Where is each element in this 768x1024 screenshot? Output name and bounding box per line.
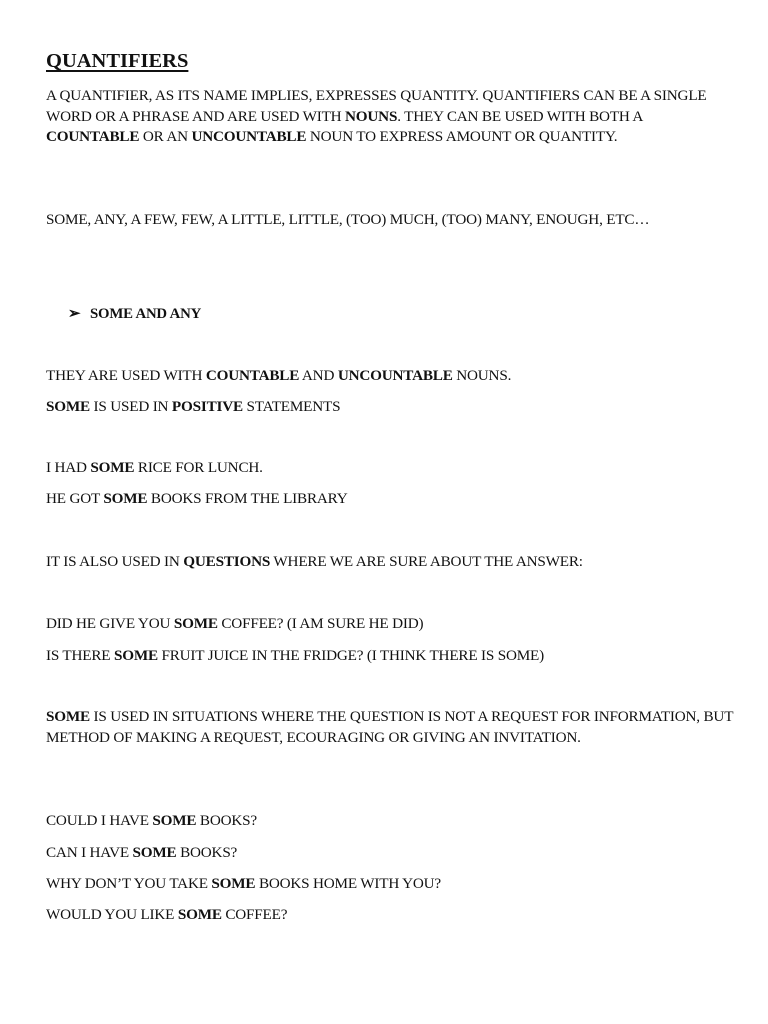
body-text: BOOKS? (176, 844, 238, 861)
body-text: CAN I HAVE (46, 844, 133, 861)
paragraph-positive (46, 397, 736, 418)
body-text: STATEMENTS (242, 398, 341, 415)
body-text: AND (299, 367, 338, 384)
section-heading (68, 304, 201, 325)
paragraph-questions (46, 552, 736, 573)
paragraph-request (46, 707, 736, 748)
emphasis-text: SOME (46, 398, 90, 415)
body-text: IT IS ALSO USED IN (46, 553, 184, 570)
emphasis-text: NOUNS (345, 107, 398, 125)
body-text: RICE FOR LUNCH. (134, 459, 263, 476)
body-text: FRUIT JUICE IN THE FRIDGE? (I THINK THERE IS SOME) (157, 647, 544, 664)
emphasis-text: SOME (173, 615, 218, 632)
emphasis-text: QUESTIONS (183, 553, 271, 570)
body-text: SOME, ANY, A FEW, FEW, A LITTLE, LITTLE, (TOO) MUCH, (TOO) MANY, ENOUGH, ETC… (46, 211, 650, 228)
example-can-i-have (46, 843, 736, 864)
quantifier-list (46, 210, 736, 231)
body-text: THEY ARE USED WITH (46, 367, 206, 384)
body-text: IS USED IN (89, 398, 172, 415)
emphasis-text: SOME (46, 708, 90, 725)
example-would-you-like (46, 905, 736, 926)
body-text: BOOKS HOME WITH YOU? (255, 875, 441, 892)
emphasis-text: POSITIVE (171, 398, 243, 415)
body-text: . THEY CAN BE USED WITH BOTH A (397, 107, 643, 125)
page-title: QUANTIFIERS (46, 50, 189, 72)
body-text: I HAD (46, 459, 91, 476)
example-juice-question (46, 646, 736, 667)
body-text: WOULD YOU LIKE (46, 906, 178, 923)
emphasis-text: SOME (90, 459, 135, 476)
body-text: COFFEE? (221, 906, 288, 923)
emphasis-text: UNCOUNTABLE (337, 367, 453, 384)
body-text: IS THERE (46, 647, 114, 664)
example-coffee-question (46, 614, 736, 635)
body-text: BOOKS FROM THE LIBRARY (147, 490, 348, 507)
paragraph-countable (46, 366, 736, 387)
body-text: HE GOT (46, 490, 104, 507)
emphasis-text: SOME (113, 647, 158, 664)
emphasis-text: SOME (177, 906, 222, 923)
body-text: COFFEE? (I AM SURE HE DID) (217, 615, 424, 632)
body-text: DID HE GIVE YOU (46, 615, 174, 632)
emphasis-text: COUNTABLE (46, 128, 140, 145)
example-rice (46, 458, 736, 479)
emphasis-text: SOME (211, 875, 256, 892)
body-text: WHERE WE ARE SURE ABOUT THE ANSWER: (270, 553, 583, 570)
body-text: NOUNS. (452, 367, 512, 384)
example-could-i-have (46, 811, 736, 832)
emphasis-text: SOME (103, 490, 148, 507)
section-heading-label: SOME AND ANY (90, 306, 202, 322)
emphasis-text: SOME (152, 812, 197, 829)
arrow-bullet-icon: ➢ (68, 306, 81, 322)
example-why-dont-you (46, 874, 736, 895)
body-text: A QUANTIFIER, AS ITS NAME IMPLIES, EXPRESSES QUANTITY. QUANTIFIERS CAN BE A SINGLE WORD OR A PHRASE AND ARE USED WITH (46, 87, 707, 125)
body-text: WHY DON’T YOU TAKE (46, 875, 212, 892)
body-text: OR AN (139, 128, 192, 145)
emphasis-text: COUNTABLE (205, 367, 300, 384)
body-text: IS USED IN SITUATIONS WHERE THE QUESTION IS NOT A REQUEST FOR INFORMATION, BUT METHOD OF MAKING A REQUEST, ECOURAGING OR GIVING AN INVITATION. (46, 708, 733, 746)
emphasis-text: UNCOUNTABLE (191, 128, 307, 145)
body-text: BOOKS? (196, 812, 257, 829)
body-text: NOUN TO EXPRESS AMOUNT OR QUANTITY. (306, 128, 618, 145)
emphasis-text: SOME (132, 844, 177, 861)
example-library-books (46, 489, 736, 510)
body-text: COULD I HAVE (46, 812, 153, 829)
intro-paragraph (46, 86, 736, 148)
